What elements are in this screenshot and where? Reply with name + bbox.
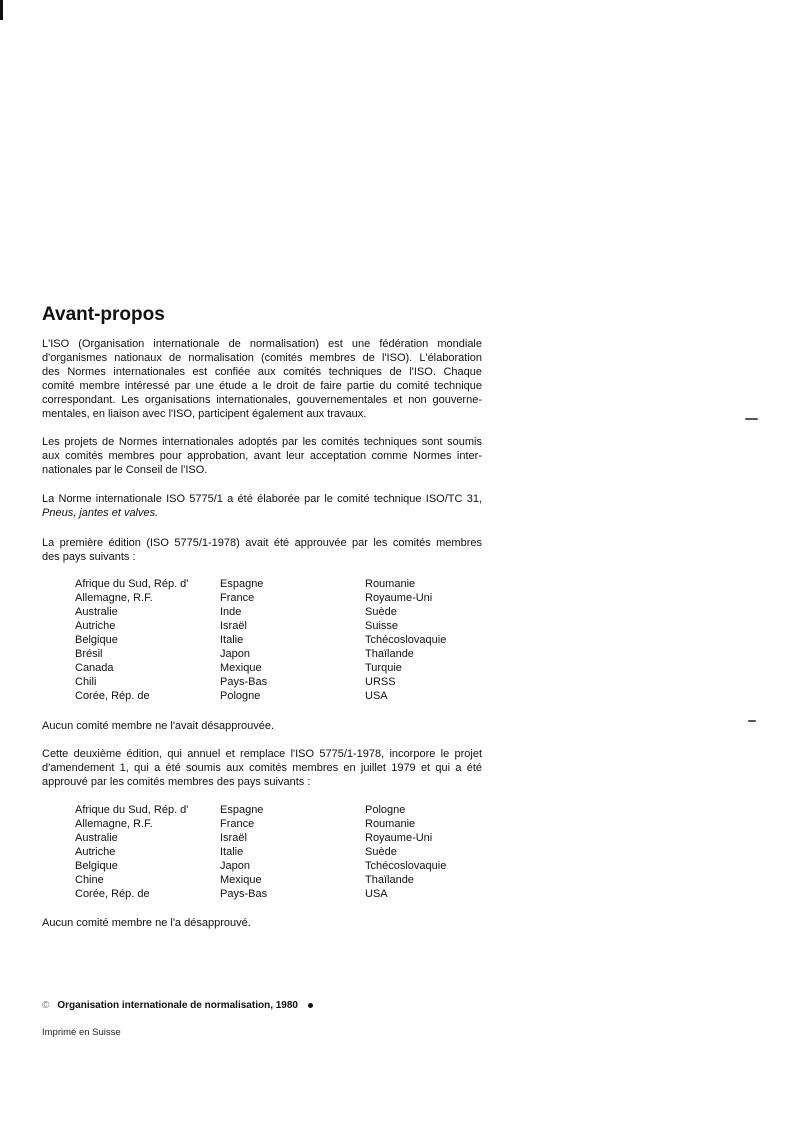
country: Japon [220, 860, 250, 872]
country: Autriche [75, 846, 116, 858]
country: Autriche [75, 620, 116, 632]
country: Chili [75, 676, 97, 688]
foreword-paragraph-7 [42, 916, 482, 930]
country: Canada [75, 662, 114, 674]
country: USA [365, 888, 388, 900]
country: France [220, 592, 255, 604]
foreword-paragraph-5 [42, 719, 482, 733]
text-line: d'organismes nationaux de normalisation (comités membres de l'ISO). L'élaboration [42, 352, 482, 364]
country: URSS [365, 676, 396, 688]
text-line: La première édition (ISO 5775/1-1978) avait été approuvée par les comités membres [42, 537, 482, 549]
foreword-paragraph-2 [42, 435, 482, 477]
country: Royaume-Uni [365, 592, 433, 604]
country: Suède [365, 606, 397, 618]
country: Pologne [220, 690, 261, 702]
country: Corée, Rép. de [75, 690, 150, 702]
foreword-paragraph-1 [42, 337, 482, 421]
country: Suisse [365, 620, 399, 632]
countries-list-first-edition [75, 577, 515, 703]
country: Belgique [75, 634, 118, 646]
country: Afrique du Sud, Rép. d' [75, 804, 189, 816]
foreword-paragraph-3 [42, 492, 482, 520]
text-line: nationales par le Conseil de l'ISO. [42, 464, 208, 476]
bullet-icon [308, 1003, 313, 1008]
country: Israël [220, 832, 247, 844]
country: Roumanie [365, 818, 416, 830]
foreword-paragraph-4 [42, 536, 482, 564]
country: USA [365, 690, 388, 702]
country: Mexique [220, 662, 262, 674]
text-line: des pays suivants : [42, 551, 136, 563]
country: Italie [220, 634, 244, 646]
text-line: Aucun comité membre ne l'avait désapprouvée. [42, 720, 275, 732]
text-line: Aucun comité membre ne l'a désapprouvé. [42, 917, 251, 929]
committee-title: Pneus, jantes et valves. [42, 507, 159, 519]
country: Corée, Rép. de [75, 888, 150, 900]
scan-edge-mark [0, 0, 3, 20]
text-line: correspondant. Les organisations internationales, gouvernementales et non gouverne- [42, 394, 482, 406]
country: Italie [220, 846, 244, 858]
country: Pays-Bas [220, 888, 268, 900]
country: Thaïlande [365, 648, 414, 660]
countries-list-second-edition [75, 803, 515, 901]
text-line: comité membre intéressé par une étude a le droit de faire partie du comité technique [42, 380, 482, 392]
country: Inde [220, 606, 242, 618]
country: Allemagne, R.F. [75, 592, 153, 604]
country: Brésil [75, 648, 103, 660]
country: Chine [75, 874, 104, 886]
country: Tchécoslovaquie [365, 634, 447, 646]
country: Pologne [365, 804, 406, 816]
copyright-icon: © [42, 1000, 50, 1011]
country: Tchécoslovaquie [365, 860, 447, 872]
country: Belgique [75, 860, 118, 872]
text-line: approuvé par les comités membres des pays suivants : [42, 776, 311, 788]
country: Suède [365, 846, 397, 858]
text-line: Cette deuxième édition, qui annuel et remplace l'ISO 5775/1-1978, incorpore le projet [42, 748, 482, 760]
country: Australie [75, 832, 118, 844]
country: Japon [220, 648, 250, 660]
country: Australie [75, 606, 118, 618]
country: Allemagne, R.F. [75, 818, 153, 830]
country: Afrique du Sud, Rép. d' [75, 578, 189, 590]
text-line: L'ISO (Organisation internationale de normalisation) est une fédération mondiale [42, 338, 482, 350]
text-line: Les projets de Normes internationales adoptés par les comités techniques sont soumis [42, 436, 482, 448]
country: Thaïlande [365, 874, 414, 886]
country: Roumanie [365, 578, 416, 590]
country: Royaume-Uni [365, 832, 433, 844]
country: Israël [220, 620, 247, 632]
country: Espagne [220, 804, 264, 816]
copyright-text: Organisation internationale de normalisation, 1980 [57, 1000, 298, 1011]
country: Mexique [220, 874, 262, 886]
scan-speck [745, 418, 758, 420]
text-line: des Normes internationales est confiée aux comités techniques de l'ISO. Chaque [42, 366, 482, 378]
text-line: aux comités membres pour approbation, avant leur acceptation comme Normes inter- [42, 450, 482, 462]
country: Espagne [220, 578, 264, 590]
copyright-line [42, 1000, 313, 1011]
scan-speck [748, 720, 756, 722]
country: Pays-Bas [220, 676, 268, 688]
text-line: La Norme internationale ISO 5775/1 a été élaborée par le comité technique ISO/TC 31, [42, 493, 482, 505]
country: Turquie [365, 662, 402, 674]
text-line: d'amendement 1, qui a été soumis aux comités membres en juillet 1979 et qui a été [42, 762, 482, 774]
text-line: mentales, en liaison avec l'ISO, participent également aux travaux. [42, 408, 367, 420]
printed-in: Imprimé en Suisse [42, 1027, 121, 1038]
country: France [220, 818, 255, 830]
page-title: Avant-propos [42, 304, 165, 325]
foreword-paragraph-6 [42, 747, 482, 789]
